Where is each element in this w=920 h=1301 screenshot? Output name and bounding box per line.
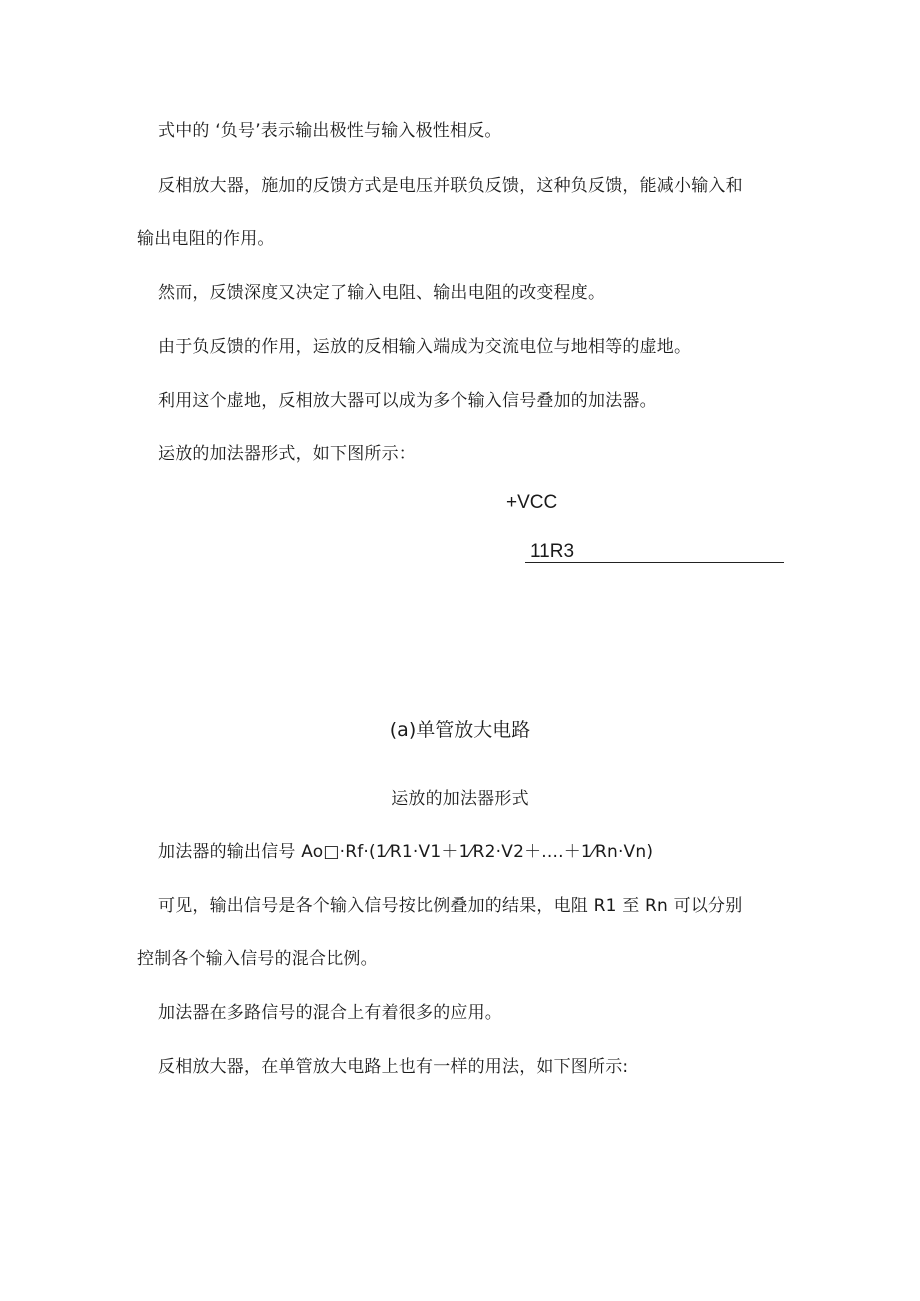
paragraph-virtual-ground: 由于负反馈的作用，运放的反相输入端成为交流电位与地相等的虚地。 xyxy=(158,337,692,357)
paragraph-adder-formula: 加法器的输出信号 Ao□·Rf·(1⁄R1·V1＋1⁄R2·V2＋....＋1⁄Rn·Vn) xyxy=(158,842,654,862)
paragraph-single-transistor: 反相放大器，在单管放大电路上也有一样的用法，如下图所示: xyxy=(158,1057,629,1077)
figure-caption-title: 运放的加法器形式 xyxy=(391,789,529,809)
vcc-label: +VCC xyxy=(506,492,558,513)
paragraph-weighted-sum-cont: 控制各个输入信号的混合比例。 xyxy=(137,949,378,969)
paragraph-feedback-type-cont: 输出电阻的作用。 xyxy=(137,229,275,249)
figure-caption-a: (a)单管放大电路 xyxy=(389,719,531,741)
paragraph-feedback-depth: 然而，反馈深度又决定了输入电阻、输出电阻的改变程度。 xyxy=(158,283,606,303)
paragraph-figure-ref: 运放的加法器形式，如下图所示： xyxy=(158,444,416,464)
paragraph-mixing-applications: 加法器在多路信号的混合上有着很多的应用。 xyxy=(158,1003,502,1023)
paragraph-feedback-type: 反相放大器，施加的反馈方式是电压并联负反馈，这种负反馈，能减小输入和 xyxy=(158,176,743,196)
paragraph-weighted-sum: 可见，输出信号是各个输入信号按比例叠加的结果，电阻 R1 至 Rn 可以分别 xyxy=(158,896,743,916)
paragraph-adder-intro: 利用这个虚地，反相放大器可以成为多个输入信号叠加的加法器。 xyxy=(158,391,657,411)
figure-wire-line xyxy=(525,562,784,563)
resistor-label: 11R3 xyxy=(530,541,575,562)
paragraph-negative-sign: 式中的 ‘负号’表示输出极性与输入极性相反。 xyxy=(158,121,502,141)
